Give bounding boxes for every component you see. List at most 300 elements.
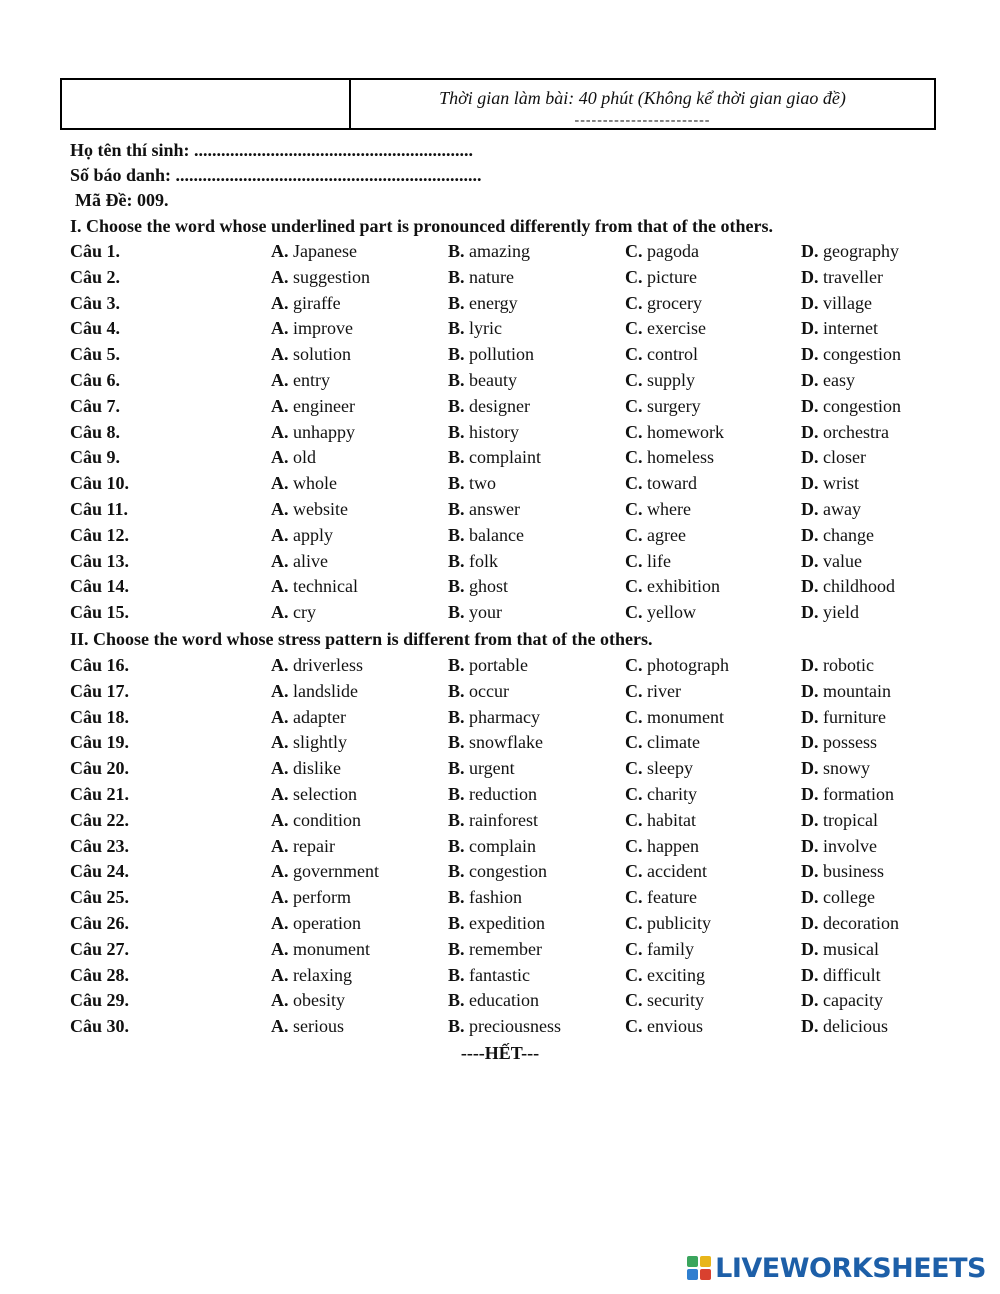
answer-option[interactable] [448, 913, 545, 934]
answer-option[interactable] [801, 267, 883, 288]
question-number: Câu 1. [70, 241, 121, 261]
question-number: Câu 16. [70, 655, 130, 675]
answer-option[interactable] [448, 990, 539, 1011]
question-row [70, 732, 980, 758]
option-word: congestion [823, 395, 901, 416]
answer-option[interactable] [625, 447, 714, 468]
answer-option[interactable] [271, 707, 346, 728]
answer-option[interactable] [271, 499, 348, 520]
answer-option[interactable] [448, 810, 538, 831]
option-word: reduction [469, 784, 537, 804]
option-letter: B. [448, 990, 465, 1011]
answer-option[interactable] [625, 784, 697, 805]
question-row [70, 447, 980, 473]
question-number: Câu 25. [70, 887, 130, 908]
section-1-title: I. Choose the word whose underlined part is pronounced differently from that of the others. [70, 216, 774, 236]
question-number: Câu 23. [70, 835, 130, 856]
option-word: amazing [469, 241, 530, 261]
option-word: education [469, 990, 539, 1011]
question-row [70, 318, 980, 344]
option-letter: C. [625, 913, 643, 933]
option-letter: B. [448, 421, 465, 442]
option-word: preciousness [469, 1016, 561, 1037]
option-letter: C. [625, 524, 643, 545]
option-letter: D. [801, 706, 819, 727]
section-2-title: II. Choose the word whose stress pattern is different from that of the others. [70, 629, 653, 649]
option-letter: D. [801, 1016, 819, 1037]
answer-option[interactable] [271, 370, 330, 391]
answer-option[interactable] [801, 732, 877, 753]
answer-option[interactable] [625, 810, 696, 831]
answer-option[interactable] [625, 396, 701, 417]
header-table [60, 78, 936, 130]
answer-option[interactable] [801, 784, 894, 805]
answer-option[interactable] [271, 396, 355, 417]
answer-option[interactable] [625, 499, 691, 520]
option-letter: A. [271, 732, 289, 753]
option-word: family [647, 938, 694, 959]
option-word: lyric [469, 318, 503, 339]
logo-mark-square [687, 1269, 698, 1280]
question-row [70, 1016, 980, 1042]
option-word: feature [647, 887, 697, 908]
option-word: government [293, 861, 379, 882]
option-word: history [469, 421, 520, 442]
question-row [70, 396, 980, 422]
answer-option[interactable] [625, 525, 686, 546]
question-number: Câu 19. [70, 732, 130, 753]
option-letter: B. [448, 576, 465, 597]
option-letter: A. [271, 758, 289, 779]
option-word: obesity [293, 990, 345, 1011]
option-letter: D. [801, 938, 819, 959]
option-word: yield [823, 602, 859, 623]
option-word: operation [293, 913, 361, 933]
answer-option[interactable] [801, 681, 891, 702]
answer-option[interactable] [448, 344, 534, 365]
question-number: Câu 12. [70, 524, 130, 545]
option-letter: C. [625, 938, 643, 959]
option-word: engineer [293, 395, 355, 416]
option-word: orchestra [823, 421, 889, 442]
answer-option[interactable] [625, 655, 729, 676]
answer-option[interactable] [448, 602, 502, 623]
option-word: homework [647, 421, 724, 442]
header-left-cell [62, 80, 351, 128]
answer-option[interactable] [801, 576, 895, 597]
answer-option[interactable] [271, 344, 351, 365]
question-number: Câu 4. [70, 318, 121, 339]
option-word: value [823, 550, 862, 571]
answer-option[interactable] [271, 758, 341, 779]
question-number: Câu 30. [70, 1016, 130, 1037]
answer-option[interactable] [271, 267, 370, 288]
answer-option[interactable] [271, 551, 328, 572]
option-word: Japanese [293, 241, 357, 261]
answer-option[interactable] [625, 1016, 703, 1037]
answer-option[interactable] [801, 707, 886, 728]
option-word: tropical [823, 809, 878, 830]
option-word: rainforest [469, 809, 538, 830]
option-word: nature [469, 266, 514, 287]
option-word: sleepy [647, 758, 693, 779]
option-word: exhibition [647, 576, 720, 597]
option-word: unhappy [293, 421, 355, 442]
answer-option[interactable] [625, 318, 706, 339]
option-word: whole [293, 473, 337, 494]
option-word: alive [293, 550, 328, 571]
option-word: picture [647, 266, 697, 287]
answer-option[interactable] [625, 732, 700, 753]
answer-option[interactable] [801, 939, 879, 960]
option-letter: C. [625, 706, 643, 727]
option-letter: A. [271, 990, 289, 1011]
option-letter: A. [271, 1016, 289, 1037]
answer-option[interactable] [271, 473, 337, 494]
answer-option[interactable] [271, 810, 361, 831]
answer-option[interactable] [448, 887, 522, 908]
answer-option[interactable] [448, 473, 496, 494]
answer-option[interactable] [801, 293, 872, 314]
option-letter: B. [448, 473, 465, 494]
answer-option[interactable] [625, 681, 681, 702]
option-word: accident [647, 861, 707, 882]
answer-option[interactable] [625, 887, 697, 908]
answer-option[interactable] [801, 861, 884, 882]
question-number: Câu 13. [70, 550, 130, 571]
option-letter: C. [625, 576, 643, 597]
answer-option[interactable] [271, 887, 351, 908]
question-number: Câu 24. [70, 861, 130, 882]
option-word: perform [293, 887, 351, 908]
option-word: slightly [293, 732, 348, 753]
option-word: security [647, 990, 704, 1011]
option-letter: B. [448, 938, 465, 959]
answer-option[interactable] [801, 965, 881, 986]
option-word: capacity [823, 990, 883, 1011]
option-letter: C. [625, 809, 643, 830]
option-word: repair [293, 835, 335, 856]
answer-option[interactable] [801, 655, 874, 676]
answer-option[interactable] [271, 602, 316, 623]
option-letter: A. [271, 473, 289, 494]
answer-option[interactable] [448, 939, 542, 960]
answer-option[interactable] [801, 473, 859, 494]
option-letter: C. [625, 447, 643, 468]
option-letter: D. [801, 576, 819, 597]
option-letter: A. [271, 266, 289, 287]
option-word: control [647, 344, 698, 365]
answer-option[interactable] [801, 318, 878, 339]
option-word: mountain [823, 680, 891, 701]
question-row [70, 241, 980, 267]
answer-option[interactable] [801, 551, 862, 572]
answer-option[interactable] [625, 370, 695, 391]
answer-option[interactable] [271, 1016, 344, 1037]
answer-option[interactable] [448, 784, 537, 805]
answer-option[interactable] [448, 267, 514, 288]
option-word: happen [647, 835, 699, 856]
option-letter: B. [448, 318, 465, 339]
question-number: Câu 17. [70, 680, 130, 701]
option-word: furniture [823, 706, 886, 727]
answer-option[interactable] [448, 965, 530, 986]
option-word: supply [647, 370, 696, 390]
option-word: river [647, 680, 681, 701]
option-letter: D. [801, 550, 819, 571]
option-word: entry [293, 370, 330, 390]
question-number: Câu 21. [70, 784, 130, 804]
answer-option[interactable] [271, 836, 335, 857]
option-letter: B. [448, 550, 465, 571]
answer-option[interactable] [625, 267, 697, 288]
question-number: Câu 6. [70, 370, 121, 390]
option-word: village [823, 292, 872, 313]
answer-option[interactable] [801, 602, 859, 623]
option-word: giraffe [293, 292, 341, 313]
logo-mark-square [687, 1256, 698, 1267]
question-row [70, 602, 980, 628]
answer-option[interactable] [801, 758, 870, 779]
answer-option[interactable] [801, 990, 883, 1011]
option-letter: D. [801, 655, 819, 675]
answer-option[interactable] [801, 1016, 888, 1037]
question-row [70, 344, 980, 370]
answer-option[interactable] [271, 293, 341, 314]
option-letter: A. [271, 318, 289, 339]
option-letter: A. [271, 292, 289, 313]
answer-option[interactable] [801, 525, 874, 546]
answer-option[interactable] [271, 576, 358, 597]
option-word: urgent [469, 758, 515, 779]
option-word: grocery [647, 292, 702, 313]
answer-option[interactable] [625, 707, 724, 728]
option-letter: A. [271, 344, 289, 365]
option-word: snowflake [469, 732, 543, 753]
option-letter: D. [801, 887, 819, 908]
option-letter: C. [625, 655, 643, 675]
option-letter: D. [801, 732, 819, 753]
answer-option[interactable] [801, 810, 878, 831]
option-letter: C. [625, 680, 643, 701]
answer-option[interactable] [271, 655, 363, 676]
answer-option[interactable] [801, 836, 877, 857]
option-letter: B. [448, 680, 465, 701]
option-word: wrist [823, 473, 859, 494]
answer-option[interactable] [448, 422, 519, 443]
answer-option[interactable] [801, 396, 901, 417]
answer-option[interactable] [448, 551, 498, 572]
question-number: Câu 26. [70, 913, 130, 933]
answer-option[interactable] [801, 913, 899, 934]
answer-option[interactable] [448, 1016, 561, 1037]
answer-option[interactable] [271, 990, 345, 1011]
option-word: musical [823, 938, 879, 959]
answer-option[interactable] [625, 758, 693, 779]
option-letter: C. [625, 292, 643, 313]
answer-option[interactable] [271, 939, 370, 960]
answer-option[interactable] [271, 732, 347, 753]
answer-option[interactable] [271, 241, 357, 262]
question-row [70, 681, 980, 707]
option-word: complain [469, 835, 536, 856]
option-word: college [823, 887, 875, 908]
option-word: adapter [293, 706, 346, 727]
answer-option[interactable] [801, 499, 861, 520]
option-word: remember [469, 938, 542, 959]
option-letter: B. [448, 602, 465, 623]
header-right-cell [351, 80, 934, 128]
option-letter: B. [448, 241, 465, 261]
answer-option[interactable] [448, 681, 509, 702]
option-letter: A. [271, 447, 289, 468]
answer-option[interactable] [448, 499, 520, 520]
option-letter: B. [448, 784, 465, 804]
question-row [70, 965, 980, 991]
option-word: change [823, 524, 874, 545]
end-marker: ----HẾT--- [460, 1043, 540, 1063]
answer-option[interactable] [448, 576, 508, 597]
option-word: your [469, 602, 503, 623]
option-letter: B. [448, 913, 465, 933]
option-word: possess [823, 732, 878, 753]
answer-option[interactable] [271, 447, 316, 468]
option-word: fantastic [469, 964, 530, 985]
option-word: robotic [823, 655, 874, 675]
option-word: decoration [823, 913, 899, 933]
option-word: internet [823, 318, 878, 339]
option-letter: A. [271, 576, 289, 597]
answer-option[interactable] [625, 836, 699, 857]
option-word: exercise [647, 318, 706, 339]
option-word: dislike [293, 758, 341, 779]
answer-option[interactable] [271, 965, 352, 986]
answer-option[interactable] [271, 861, 379, 882]
option-letter: D. [801, 241, 819, 261]
question-row [70, 758, 980, 784]
answer-option[interactable] [801, 370, 855, 391]
question-number: Câu 9. [70, 447, 121, 468]
question-row [70, 473, 980, 499]
answer-option[interactable] [625, 344, 698, 365]
answer-option[interactable] [801, 241, 899, 262]
option-letter: B. [448, 499, 465, 519]
answer-option[interactable] [625, 913, 711, 934]
question-row [70, 655, 980, 681]
question-number: Câu 8. [70, 421, 121, 442]
question-number: Câu 14. [70, 576, 130, 597]
option-word: pagoda [647, 241, 699, 261]
option-word: folk [469, 550, 499, 571]
answer-option[interactable] [448, 447, 541, 468]
answer-option[interactable] [271, 784, 357, 805]
answer-option[interactable] [271, 913, 361, 934]
answer-option[interactable] [801, 422, 889, 443]
option-word: portable [469, 655, 528, 675]
option-letter: A. [271, 655, 289, 675]
answer-option[interactable] [448, 732, 543, 753]
answer-option[interactable] [271, 681, 358, 702]
answer-option[interactable] [801, 887, 875, 908]
answer-option[interactable] [448, 758, 515, 779]
answer-option[interactable] [625, 241, 699, 262]
option-word: improve [293, 318, 353, 339]
answer-option[interactable] [448, 655, 528, 676]
answer-option[interactable] [625, 551, 671, 572]
answer-option[interactable] [625, 861, 707, 882]
answer-option[interactable] [625, 965, 705, 986]
answer-option[interactable] [448, 293, 518, 314]
question-number: Câu 10. [70, 473, 130, 494]
option-word: designer [469, 395, 530, 416]
answer-option[interactable] [448, 861, 547, 882]
option-word: driverless [293, 655, 363, 675]
option-letter: B. [448, 964, 465, 985]
answer-option[interactable] [271, 318, 353, 339]
answer-option[interactable] [271, 422, 355, 443]
answer-option[interactable] [625, 939, 694, 960]
answer-option[interactable] [625, 602, 696, 623]
option-letter: D. [801, 395, 819, 416]
option-letter: D. [801, 447, 819, 468]
question-row [70, 887, 980, 913]
option-word: old [293, 447, 317, 468]
question-number: Câu 29. [70, 990, 130, 1011]
option-letter: A. [271, 964, 289, 985]
answer-option[interactable] [625, 576, 720, 597]
exam-time-text: Thời gian làm bài: 40 phút (Không kể thời gian giao đề) [439, 88, 846, 108]
answer-option[interactable] [448, 707, 540, 728]
option-letter: C. [625, 421, 643, 442]
option-word: landslide [293, 680, 358, 701]
option-letter: D. [801, 499, 819, 519]
answer-option[interactable] [448, 396, 530, 417]
question-number: Câu 5. [70, 344, 121, 365]
answer-option[interactable] [625, 422, 724, 443]
option-word: pharmacy [469, 706, 540, 727]
answer-option[interactable] [448, 836, 536, 857]
option-word: snowy [823, 758, 871, 779]
answer-option[interactable] [448, 241, 530, 262]
option-letter: A. [271, 706, 289, 727]
answer-option[interactable] [625, 293, 702, 314]
option-word: cry [293, 602, 316, 623]
question-row [70, 810, 980, 836]
answer-option[interactable] [801, 447, 866, 468]
answer-option[interactable] [801, 344, 901, 365]
option-word: beauty [469, 370, 517, 390]
question-row [70, 913, 980, 939]
option-word: technical [293, 576, 358, 597]
option-letter: A. [271, 913, 289, 933]
option-letter: B. [448, 1016, 465, 1037]
option-word: expedition [469, 913, 545, 933]
question-row [70, 990, 980, 1016]
option-word: yellow [647, 602, 696, 623]
option-word: traveller [823, 266, 883, 287]
answer-option[interactable] [448, 318, 502, 339]
option-word: formation [823, 784, 894, 804]
option-letter: D. [801, 784, 819, 804]
option-word: where [647, 499, 691, 519]
answer-option[interactable] [448, 525, 524, 546]
option-letter: A. [271, 938, 289, 959]
option-word: congestion [469, 861, 548, 882]
answer-option[interactable] [625, 473, 697, 494]
answer-option[interactable] [625, 990, 704, 1011]
answer-option[interactable] [271, 525, 333, 546]
answer-option[interactable] [448, 370, 517, 391]
